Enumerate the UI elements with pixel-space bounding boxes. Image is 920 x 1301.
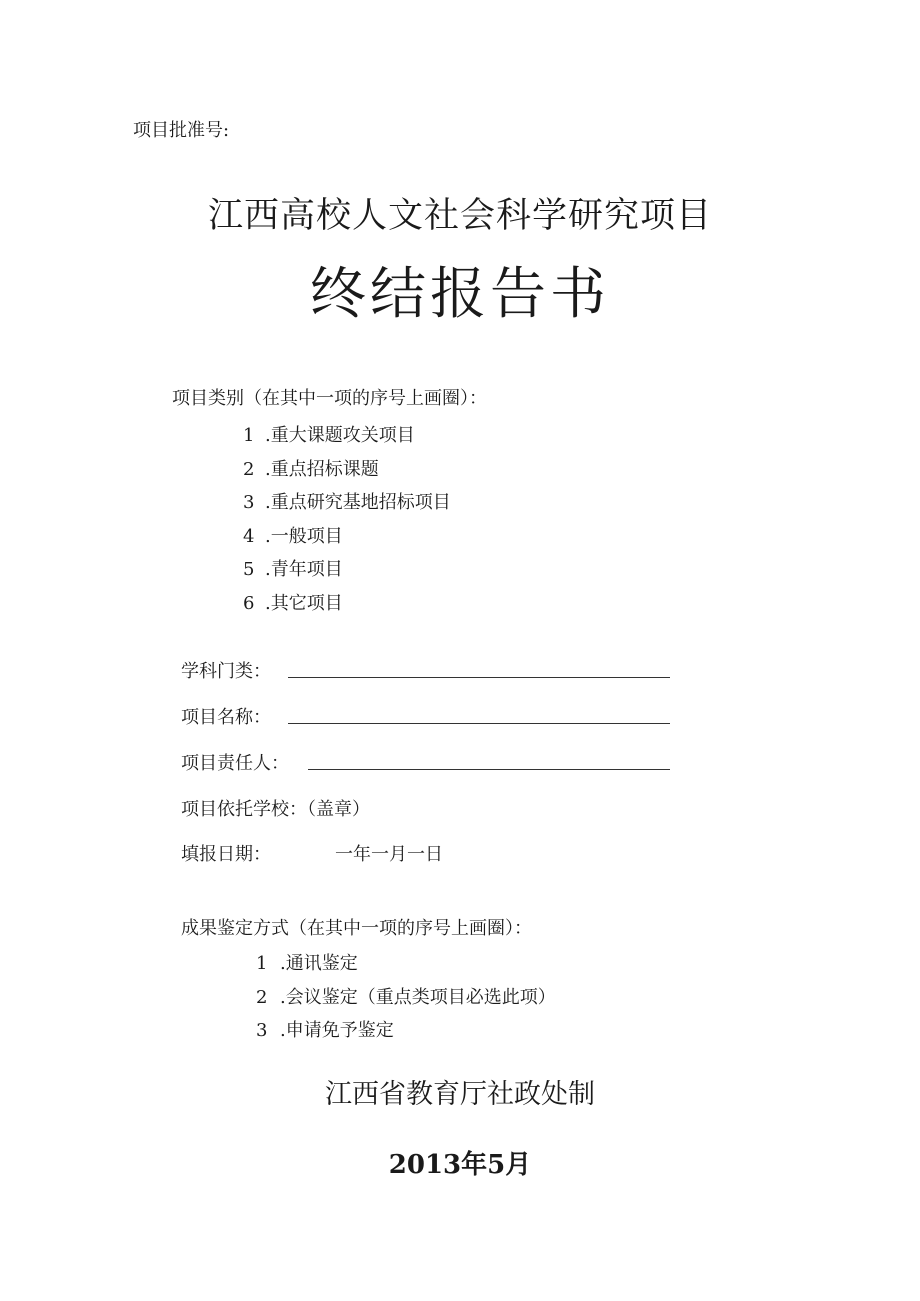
project-name-input-line[interactable] xyxy=(288,723,670,724)
category-item xyxy=(243,421,415,447)
category-item xyxy=(243,555,343,581)
evaluation-method-label: 成果鉴定方式（在其中一项的序号上画圈）： xyxy=(181,918,532,939)
fill-date-label: 填报日期： xyxy=(181,844,271,865)
fill-date-value: 一年一月一日 xyxy=(335,844,443,865)
category-item-number: 1 xyxy=(243,425,255,446)
evaluation-item-text: .申请免予鉴定 xyxy=(280,1020,394,1041)
discipline-label: 学科门类： xyxy=(181,661,271,682)
category-item-text: .重点研究基地招标项目 xyxy=(265,492,451,513)
evaluation-item xyxy=(256,1016,394,1042)
discipline-input-line[interactable] xyxy=(288,677,670,678)
category-item-number: 5 xyxy=(243,559,255,580)
project-name-label: 项目名称： xyxy=(181,707,271,728)
category-item xyxy=(243,522,343,548)
category-item-number: 4 xyxy=(243,526,255,547)
document-title-line2: 终结报告书 xyxy=(310,262,610,327)
evaluation-item-text: .会议鉴定（重点类项目必选此项） xyxy=(280,987,556,1008)
evaluation-item xyxy=(256,983,556,1009)
category-item-number: 2 xyxy=(243,459,255,480)
category-item-text: .青年项目 xyxy=(265,559,343,580)
approval-number-label: 项目批准号: xyxy=(133,120,230,141)
project-leader-label: 项目责任人： xyxy=(181,753,289,774)
issue-date: 2013年5月 xyxy=(388,1150,532,1180)
evaluation-item-number: 3 xyxy=(256,1020,268,1041)
evaluation-item-number: 1 xyxy=(256,953,268,974)
category-item-number: 3 xyxy=(243,492,255,513)
issuing-office: 江西省教育厅社政处制 xyxy=(325,1079,595,1110)
category-item xyxy=(243,488,451,514)
category-label: 项目类别（在其中一项的序号上画圈）： xyxy=(172,388,487,409)
evaluation-item-text: .通讯鉴定 xyxy=(280,953,358,974)
project-leader-input-line[interactable] xyxy=(308,769,670,770)
evaluation-item-number: 2 xyxy=(256,987,268,1008)
host-school-label: 项目依托学校：（盖章） xyxy=(181,799,370,820)
category-item xyxy=(243,455,379,481)
category-item-text: .一般项目 xyxy=(265,526,343,547)
category-item xyxy=(243,589,343,615)
category-item-text: .其它项目 xyxy=(265,593,343,614)
evaluation-item xyxy=(256,949,358,975)
document-title-line1: 江西高校人文社会科学研究项目 xyxy=(207,196,712,236)
category-item-text: .重点招标课题 xyxy=(265,459,379,480)
category-item-number: 6 xyxy=(243,593,255,614)
category-item-text: .重大课题攻关项目 xyxy=(265,425,415,446)
